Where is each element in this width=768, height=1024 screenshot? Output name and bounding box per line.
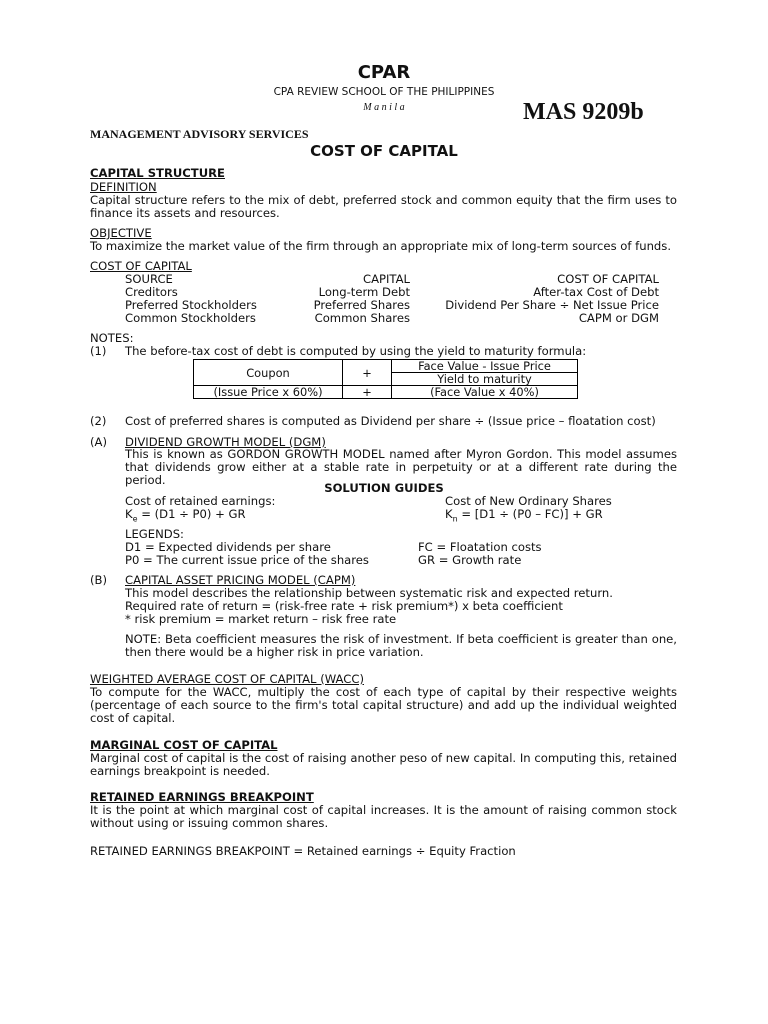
new-shares-label: Cost of New Ordinary Shares — [445, 494, 612, 508]
section-heading-capital-structure: CAPITAL STRUCTURE — [90, 166, 225, 180]
legend-fc: FC = Floatation costs — [418, 540, 542, 554]
legend-p0: P0 = The current issue price of the shares — [125, 553, 369, 567]
capm-line-3: * risk premium = market return – risk free rate — [125, 612, 397, 626]
formula-numerator: Face Value - Issue Price — [392, 360, 578, 373]
course-code: MAS 9209b — [523, 99, 644, 125]
table-cell-cost: Dividend Per Share ÷ Net Issue Price — [445, 298, 659, 312]
mcc-text: Marginal cost of capital is the cost of raising another peso of new capital. In computing this, retained earnings breakpoint is needed. — [90, 751, 677, 778]
reb-heading: RETAINED EARNINGS BREAKPOINT — [90, 790, 314, 804]
school-city: M a n i l a — [363, 102, 405, 113]
formula-denominator: Yield to maturity — [392, 373, 578, 386]
retained-earnings-formula: $K_e = (D1 \div P0)$ + GR — [125, 507, 246, 524]
dgm-number: (A) — [90, 435, 107, 449]
table-cell-source: Creditors — [125, 285, 178, 299]
dgm-text: This is known as GORDON GROWTH MODEL named after Myron Gordon. This model assumes that dividends grow either at a stable rate in perpetuity or at a different rate during the period. — [125, 447, 677, 487]
legend-d1: D1 = Expected dividends per share — [125, 540, 331, 554]
definition-text: Capital structure refers to the mix of debt, preferred stock and common equity that the firm uses to finance its assets and resources. — [90, 193, 677, 220]
new-shares-formula: $K_n = [D1 \div (P0 - FC)]$ + GR — [445, 507, 603, 524]
topic-title: COST OF CAPITAL — [310, 142, 458, 160]
table-cell-capital: Long-term Debt — [318, 285, 410, 299]
table-cell-cost: CAPM or DGM — [578, 311, 659, 325]
note-2-text: Cost of preferred shares is computed as Dividend per share ÷ (Issue price – floatation cost) — [125, 414, 656, 428]
dgm-heading: DIVIDEND GROWTH MODEL (DGM) — [125, 435, 326, 449]
legends-label: LEGENDS: — [125, 527, 184, 541]
formula-right-bottom: (Face Value x 40%) — [392, 386, 578, 399]
note-2-number: (2) — [90, 414, 107, 428]
ytm-formula-box — [193, 359, 578, 399]
subject-name: MANAGEMENT ADVISORY SERVICES — [90, 127, 309, 141]
cost-of-capital-label: COST OF CAPITAL — [90, 259, 192, 273]
formula-plus-bottom: + — [343, 386, 392, 399]
objective-text: To maximize the market value of the firm through an appropriate mix of long-term sources of funds. — [90, 239, 672, 253]
reb-text: It is the point at which marginal cost of capital increases. It is the amount of raising common stock without using or issuing common shares. — [90, 803, 677, 830]
table-cell-capital: Common Shares — [314, 311, 410, 325]
mcc-heading: MARGINAL COST OF CAPITAL — [90, 738, 278, 752]
formula-plus: + — [343, 360, 392, 386]
capm-number: (B) — [90, 573, 108, 587]
wacc-heading: WEIGHTED AVERAGE COST OF CAPITAL (WACC) — [90, 672, 364, 686]
table-cell-source: Common Stockholders — [125, 311, 256, 325]
formula-coupon: Coupon — [194, 360, 343, 386]
formula-left-bottom: (Issue Price x 60%) — [194, 386, 343, 399]
capm-heading: CAPITAL ASSET PRICING MODEL (CAPM) — [125, 573, 356, 587]
notes-label: NOTES: — [90, 331, 134, 345]
legend-gr: GR = Growth rate — [418, 553, 522, 567]
objective-label: OBJECTIVE — [90, 226, 152, 240]
note-1-number: (1) — [90, 344, 107, 358]
note-1-text: The before-tax cost of debt is computed by using the yield to maturity formula: — [125, 344, 587, 358]
table-cell-cost: After-tax Cost of Debt — [533, 285, 659, 299]
solution-guides-title: SOLUTION GUIDES — [324, 481, 444, 495]
table-cell-capital: Preferred Shares — [313, 298, 410, 312]
table-cell-source: Preferred Stockholders — [125, 298, 257, 312]
capm-line-1: This model describes the relationship between systematic risk and expected return. — [125, 586, 613, 600]
definition-label: DEFINITION — [90, 180, 157, 194]
reb-formula: RETAINED EARNINGS BREAKPOINT = Retained earnings ÷ Equity Fraction — [90, 844, 516, 858]
table-header-cost: COST OF CAPITAL — [557, 272, 659, 286]
wacc-text: To compute for the WACC, multiply the cost of each type of capital by their respective weights (percentage of each source to the firm's total capital structure) and add up the individual weighted cost of capital. — [90, 685, 677, 725]
capm-line-2: Required rate of return = (risk-free rate + risk premium*) x beta coefficient — [125, 599, 563, 613]
capm-note: NOTE: Beta coefficient measures the risk of investment. If beta coefficient is greater than one, then there would be a higher risk in price variation. — [125, 632, 677, 659]
retained-earnings-label: Cost of retained earnings: — [125, 494, 276, 508]
table-header-capital: CAPITAL — [362, 272, 410, 286]
document-title: CPAR — [357, 62, 411, 83]
school-name: CPA REVIEW SCHOOL OF THE PHILIPPINES — [273, 86, 495, 98]
table-header-source: SOURCE — [125, 272, 173, 286]
